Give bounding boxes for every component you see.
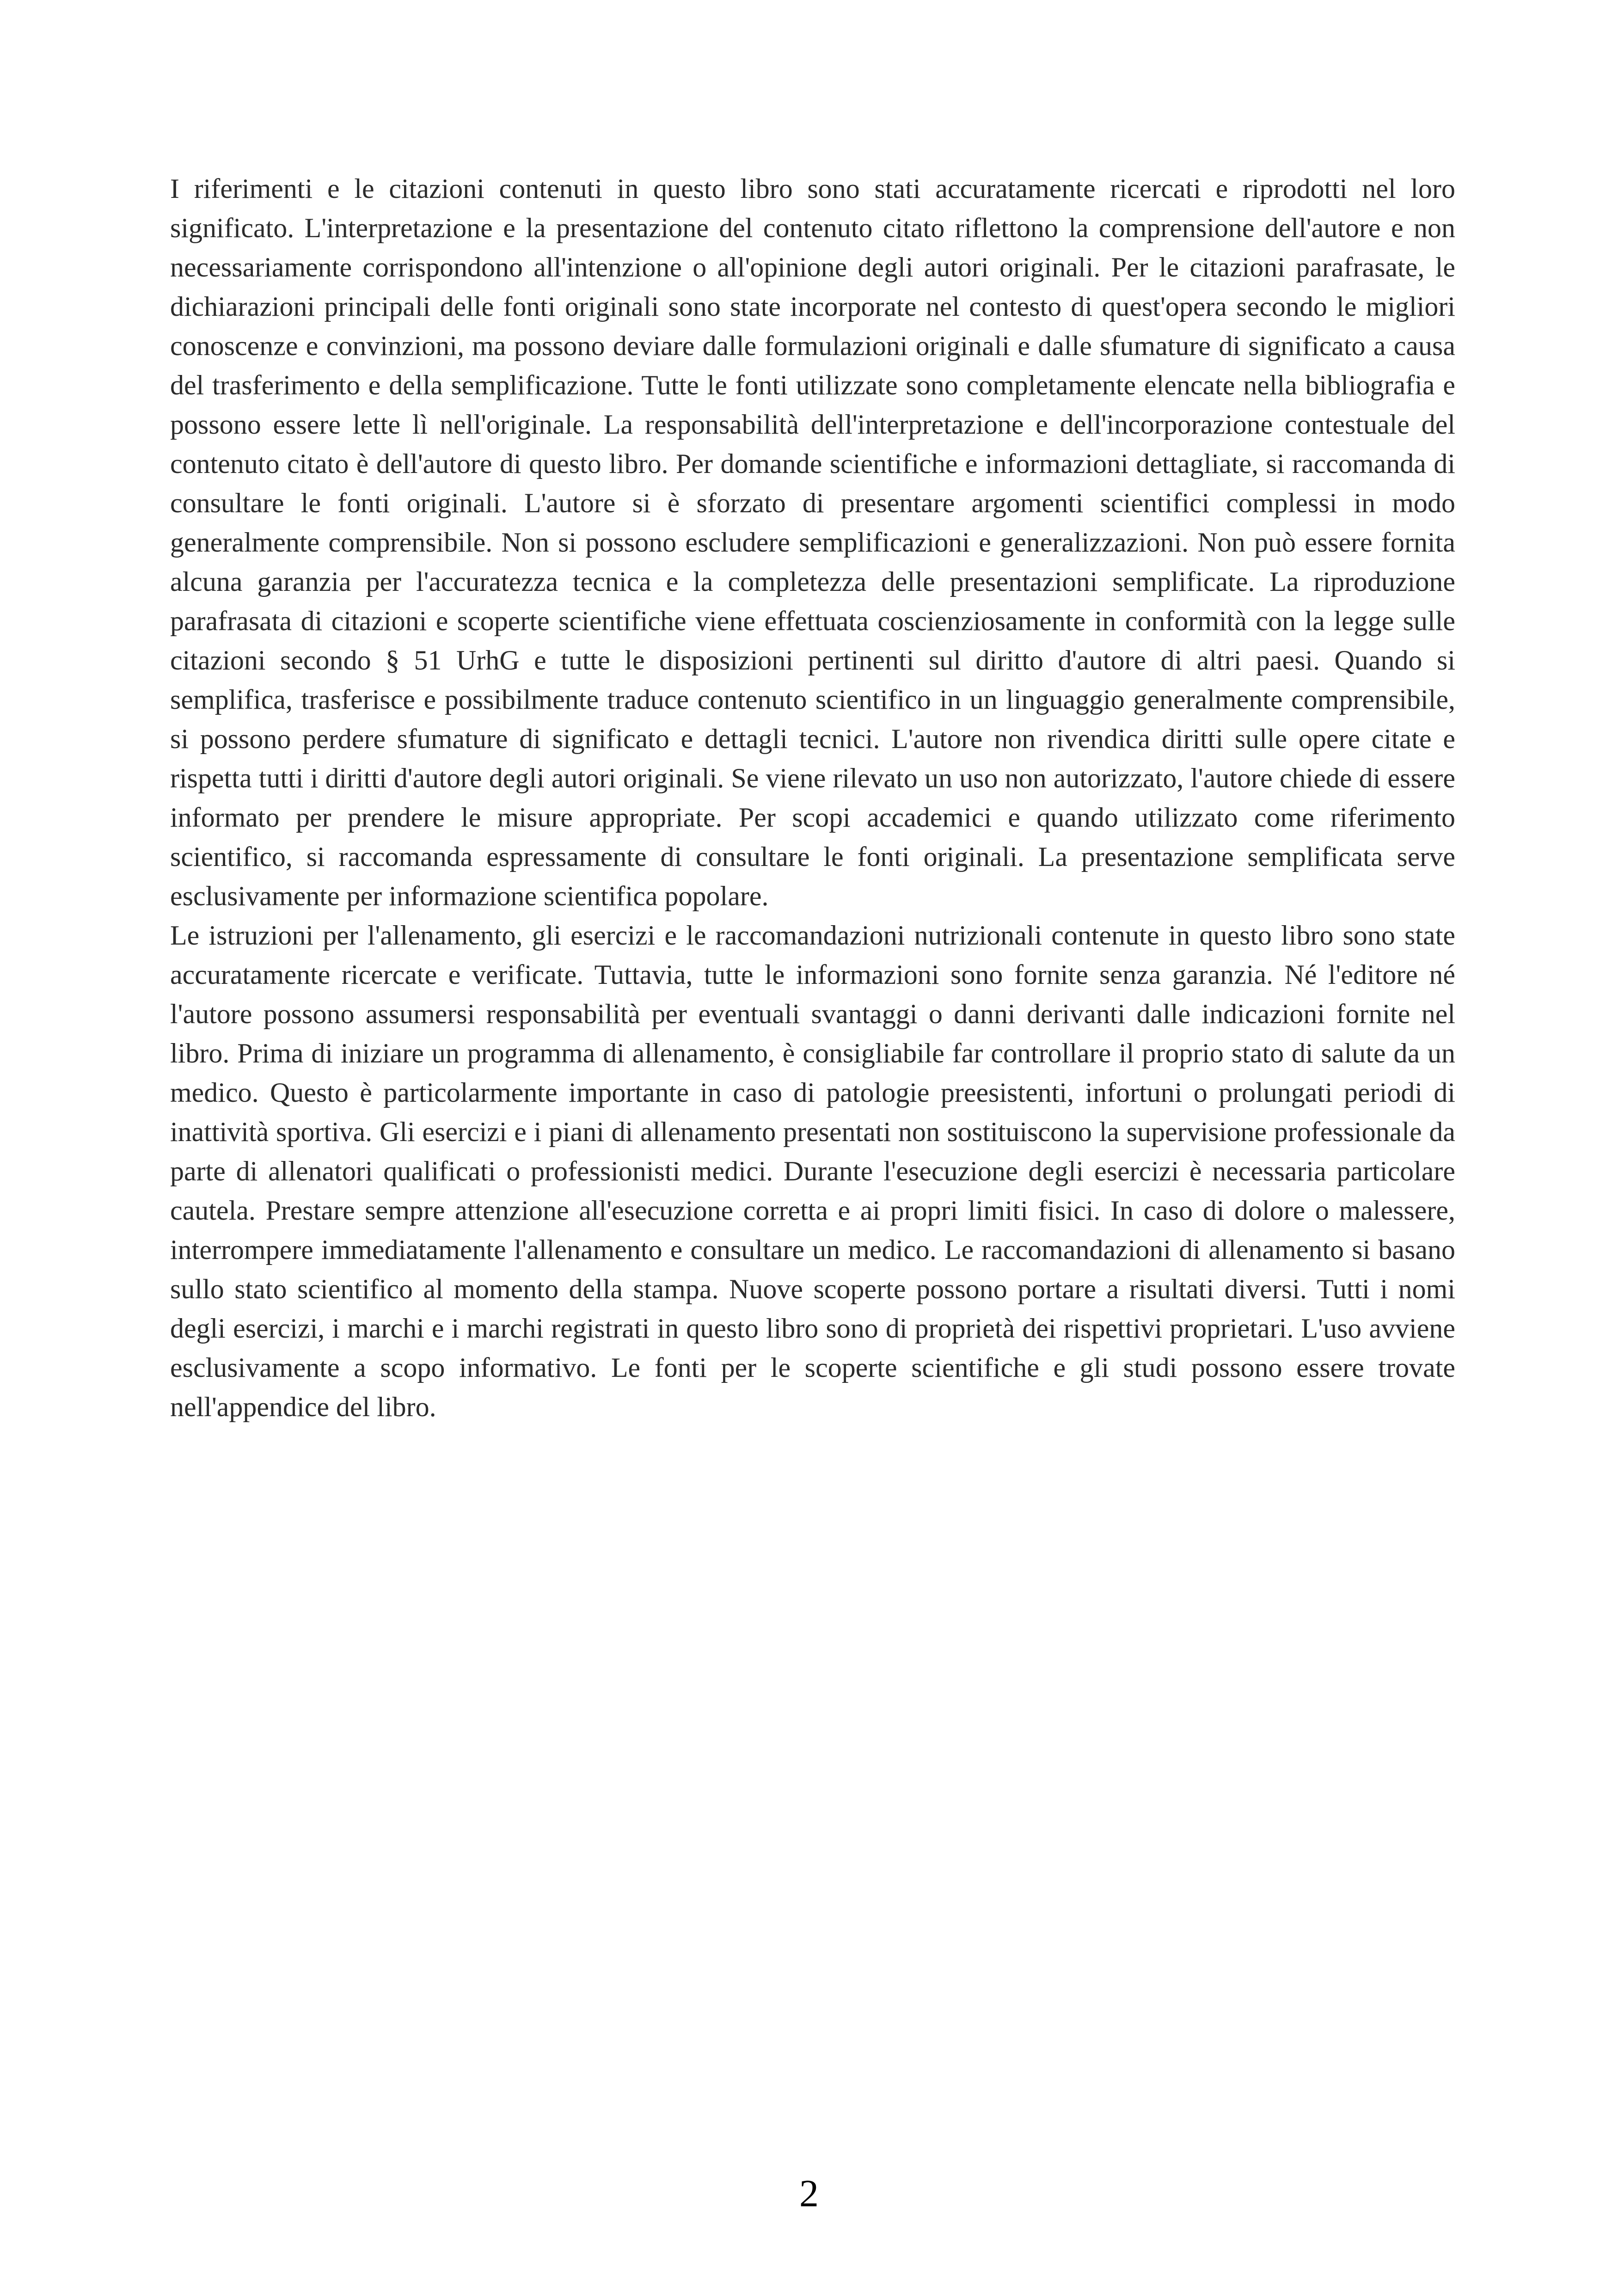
paragraph-sources-disclaimer: I riferimenti e le citazioni contenuti in questo libro sono stati accuratamente ricercati e riprodotti nel loro significato. L'interpretazione e la presentazione del contenuto citato riflettono la comprensione dell'autore e non necessariamente corrispondono all'intenzione o all'opinione degli autori originali. Per le citazioni parafrasate, le dichiarazioni principali delle fonti originali sono state incorporate nel contesto di quest'opera secondo le migliori conoscenze e convinzioni, ma possono deviare dalle formulazioni originali e dalle sfumature di significato a causa del trasferimento e della semplificazione. Tutte le fonti utilizzate sono completamente elencate nella bibliografia e possono essere lette lì nell'originale. La responsabilità dell'interpretazione e dell'incorporazione contestuale del contenuto citato è dell'autore di questo libro. Per domande scientifiche e informazioni dettagliate, si raccomanda di consultare le fonti originali. L'autore si è sforzato di presentare argomenti scientifici complessi in modo generalmente comprensibile. Non si possono escludere semplificazioni e generalizzazioni. Non può essere fornita alcuna garanzia per l'accuratezza tecnica e la completezza delle presentazioni semplificate. La riproduzione parafrasata di citazioni e scoperte scientifiche viene effettuata coscienziosamente in conformità con la legge sulle citazioni secondo § 51 UrhG e tutte le disposizioni pertinenti sul diritto d'autore di altri paesi. Quando si semplifica, trasferisce e possibilmente traduce contenuto scientifico in un linguaggio generalmente comprensibile, si possono perdere sfumature di significato e dettagli tecnici. L'autore non rivendica diritti sulle opere citate e rispetta tutti i diritti d'autore degli autori originali. Se viene rilevato un uso non autorizzato, l'autore chiede di essere informato per prendere le misure appropriate. Per scopi accademici e quando utilizzato come riferimento scientifico, si raccomanda espressamente di consultare le fonti originali. La presentazione semplificata serve esclusivamente per informazione scientifica popolare.	[170, 173, 1455, 911]
body-text	[170, 169, 1455, 1427]
paragraph-training-disclaimer: Le istruzioni per l'allenamento, gli esercizi e le raccomandazioni nutrizionali contenute in questo libro sono state accuratamente ricercate e verificate. Tuttavia, tutte le informazioni sono fornite senza garanzia. Né l'editore né l'autore possono assumersi responsabilità per eventuali svantaggi o danni derivanti dalle indicazioni fornite nel libro. Prima di iniziare un programma di allenamento, è consigliabile far controllare il proprio stato di salute da un medico. Questo è particolarmente importante in caso di patologie preesistenti, infortuni o prolungati periodi di inattività sportiva. Gli esercizi e i piani di allenamento presentati non sostituiscono la supervisione professionale da parte di allenatori qualificati o professionisti medici. Durante l'esecuzione degli esercizi è necessaria particolare cautela. Prestare sempre attenzione all'esecuzione corretta e ai propri limiti fisici. In caso di dolore o malessere, interrompere immediatamente l'allenamento e consultare un medico. Le raccomandazioni di allenamento si basano sullo stato scientifico al momento della stampa. Nuove scoperte possono portare a risultati diversi. Tutti i nomi degli esercizi, i marchi e i marchi registrati in questo libro sono di proprietà dei rispettivi proprietari. L'uso avviene esclusivamente a scopo informativo. Le fonti per le scoperte scientifiche e gli studi possono essere trovate nell'appendice del libro.	[170, 920, 1455, 1422]
page-number: 2	[799, 2172, 819, 2215]
